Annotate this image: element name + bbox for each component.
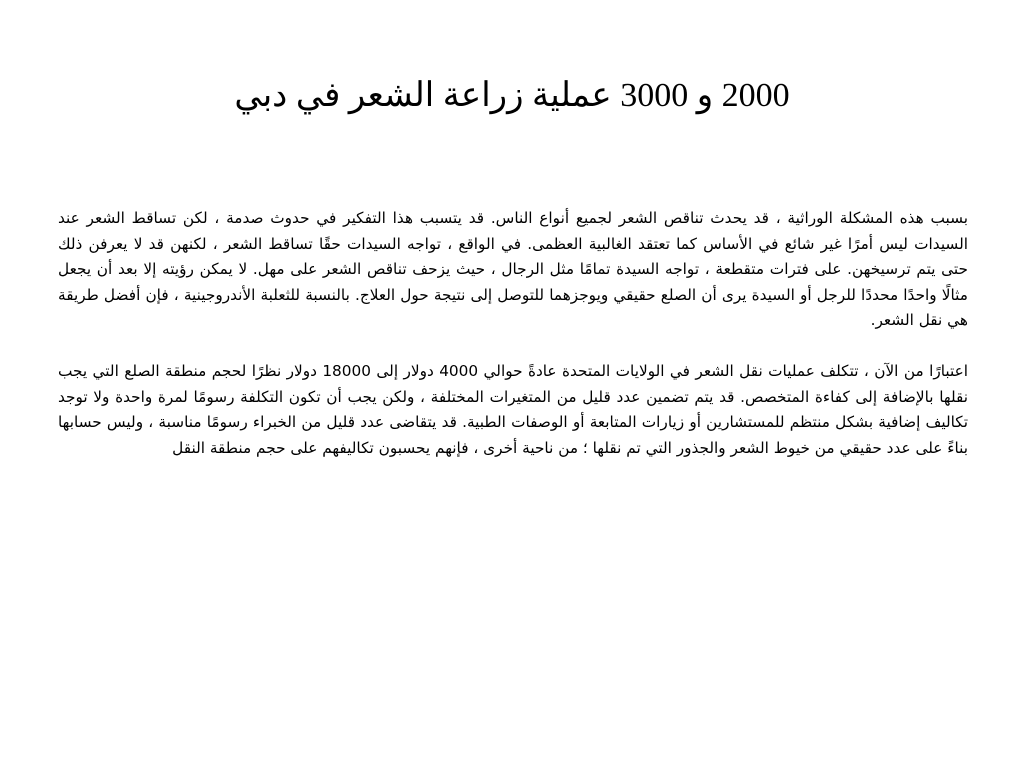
paragraph-hereditary-hair-loss: بسبب هذه المشكلة الوراثية ، قد يحدث تناقص الشعر لجميع أنواع الناس. قد يتسبب هذا التفكير في حدوث صدمة ، لكن تساقط الشعر عند السيدات ليس أمرًا غير شائع في الأساس كما تعتقد الغالبية العظمى. في الواقع ، تواجه السيدات حقًا تساقط الشعر ، لكنهن قد لا يعرفن ذلك حتى يتم ترسيخهن. على فترات متقطعة ، تواجه السيدة تمامًا مثل الرجال ، حيث يزحف تناقص الشعر على مهل. لا يمكن رؤيته إلا بعد أن يجعل مثالًا واحدًا محددًا للرجل أو السيدة يرى أن الصلع حقيقي ويوجزهما للتوصل إلى نتيجة حول العلاج. بالنسبة للثعلبة الأندروجينية ، فإن أفضل طريقة هي نقل الشعر. <box>58 209 968 330</box>
slide-title: 2000 و 3000 عملية زراعة الشعر في دبي <box>234 77 790 114</box>
paragraph-transplant-cost: اعتبارًا من الآن ، تتكلف عمليات نقل الشعر في الولايات المتحدة عادةً حوالي 4000 دولار إلى 18000 دولار نظرًا لحجم منطقة الصلع التي يجب نقلها بالإضافة إلى كفاءة المتخصص. قد يتم تضمين عدد قليل من المتغيرات المختلفة ، ولكن يجب أن تكون التكلفة رسومًا لمرة واحدة ولا توجد تكاليف إضافية بشكل منتظم للمستشارين أو زيارات المتابعة أو الوصفات الطبية. قد يتقاضى عدد قليل من الخبراء رسومًا مناسبة ، وليس حسابها بناءً على عدد حقيقي من خيوط الشعر والجذور التي تم نقلها ؛ من ناحية أخرى ، فإنهم يحسبون تكاليفهم على حجم منطقة النقل <box>58 361 968 457</box>
slide-body <box>58 206 968 461</box>
